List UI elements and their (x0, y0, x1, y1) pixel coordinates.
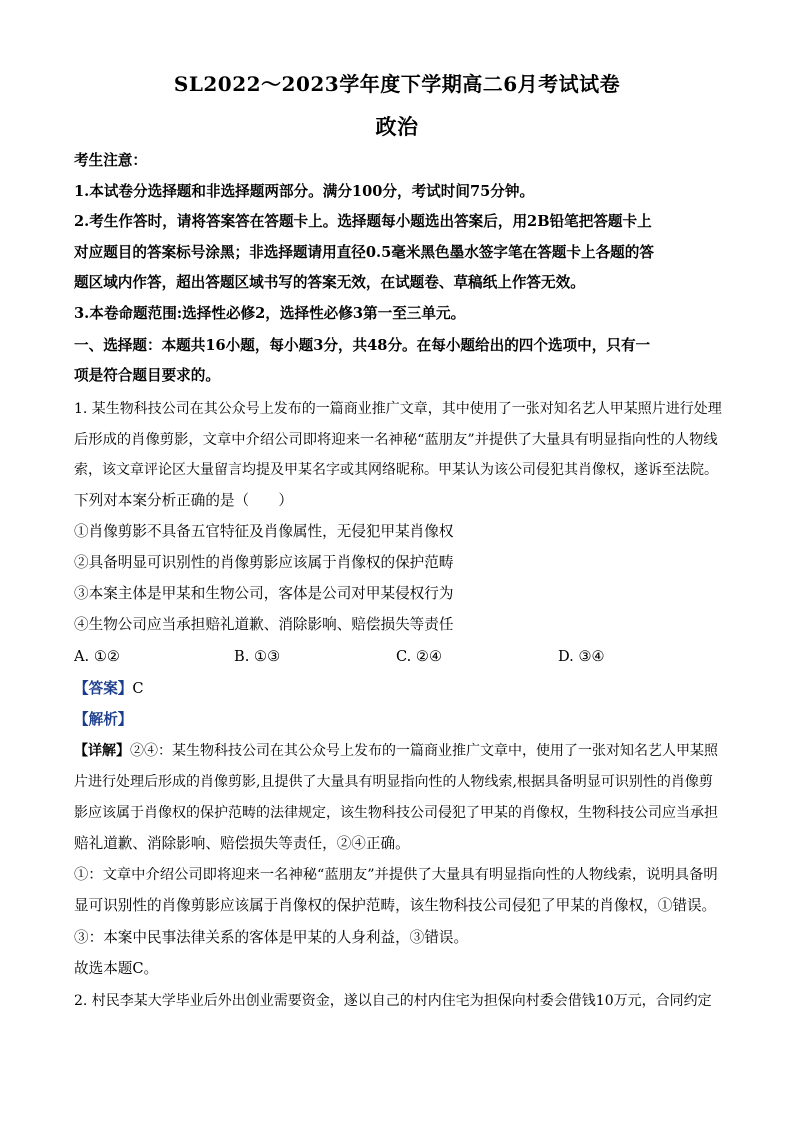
notice-item: 题区域内作答，超出答题区域书写的答案无效，在试题卷、草稿纸上作答无效。 (74, 274, 585, 291)
analysis-line (74, 710, 724, 730)
notice-item: 1.本试卷分选择题和非选择题两部分。满分100分，考试时间75分钟。 (74, 183, 535, 200)
question-prompt: 下列对本案分析正确的是（ ） (74, 492, 293, 509)
option-d: D. ③④ (558, 648, 605, 665)
detail-text: 片进行处理后形成的肖像剪影,且提供了大量具有明显指向性的人物线索,根据具备明显可识别性的肖像剪 (74, 774, 713, 790)
option-a: A. ①② (74, 648, 120, 665)
question-text: 索，该文章评论区大量留言均提及甲某名字或其网络昵称。甲某认为该公司侵犯其肖像权，遂诉至法院。 (74, 462, 718, 478)
option-c: C. ②④ (396, 648, 443, 665)
statement: ④生物公司应当承担赔礼道歉、消除影响、赔偿损失等责任 (74, 616, 454, 633)
answer-tag: 【答案】 (74, 680, 133, 697)
question-text: 1. 某生物科技公司在其公众号上发布的一篇商业推广文章，其中使用了一张对知名艺人甲某照片进行处理 (74, 401, 722, 417)
detail-text: ①：文章中介绍公司即将迎来一名神秘“蓝朋友”并提供了大量具有明显指向性的人物线索，说明具备明 (74, 867, 718, 883)
detail-text: 显可识别性的肖像剪影应该属于肖像权的保护范畴，该生物科技公司侵犯了甲某的肖像权，①错误。 (74, 897, 717, 914)
detail-text: ③：本案中民事法律关系的客体是甲某的人身利益，③错误。 (74, 929, 469, 946)
notice-item: 2.考生作答时，请将答案答在答题卡上。选择题每小题选出答案后，用2B铅笔把答题卡上 (74, 213, 652, 230)
statement: ②具备明显可识别性的肖像剪影应该属于肖像权的保护范畴 (74, 554, 454, 571)
notice-item: 3.本卷命题范围:选择性必修2，选择性必修3第一至三单元。 (74, 305, 466, 322)
notice-heading: 考生注意： (74, 152, 147, 169)
subject-title: 政治 (375, 114, 419, 139)
detail-conclusion: 故选本题C。 (74, 960, 159, 977)
question-2-text: 2. 村民李某大学毕业后外出创业需要资金，遂以自己的村内住宅为担保向村委会借钱10万元，合同约定 (74, 993, 712, 1009)
analysis-tag: 【解析】 (74, 711, 133, 728)
exam-title: SL2022～2023学年度下学期高二6月考试试卷 (173, 72, 621, 96)
notice-item: 对应题目的答案标号涂黑；非选择题请用直径0.5毫米黑色墨水签字笔在答题卡上各题的答 (74, 244, 654, 261)
section-heading-cont: 项是符合题目要求的。 (74, 367, 220, 384)
question-text: 后形成的肖像剪影，文章中介绍公司即将迎来一名神秘“蓝朋友”并提供了大量具有明显指向性的人物线 (74, 432, 718, 448)
detail-text: 影应该属于肖像权的保护范畴的法律规定，该生物科技公司侵犯了甲某的肖像权，生物科技公司应当承担 (74, 805, 718, 821)
option-b: B. ①③ (234, 648, 281, 665)
detail-text: 赔礼道歉、消除影响、赔偿损失等责任，②④正确。 (74, 835, 410, 852)
section-heading: 一、选择题：本题共16小题，每小题3分，共48分。在每小题给出的四个选项中，只有一 (74, 337, 651, 354)
detail-line (74, 741, 724, 761)
statement: ③本案主体是甲某和生物公司，客体是公司对甲某侵权行为 (74, 585, 454, 602)
answer-line (74, 679, 724, 699)
detail-text: ②④：某生物科技公司在其公众号上发布的一篇商业推广文章中，使用了一张对知名艺人甲某照 (130, 743, 718, 759)
statement: ①肖像剪影不具备五官特征及肖像属性，无侵犯甲某肖像权 (74, 523, 454, 540)
detail-tag: 【详解】 (74, 743, 130, 759)
answer-value: C (132, 680, 144, 697)
